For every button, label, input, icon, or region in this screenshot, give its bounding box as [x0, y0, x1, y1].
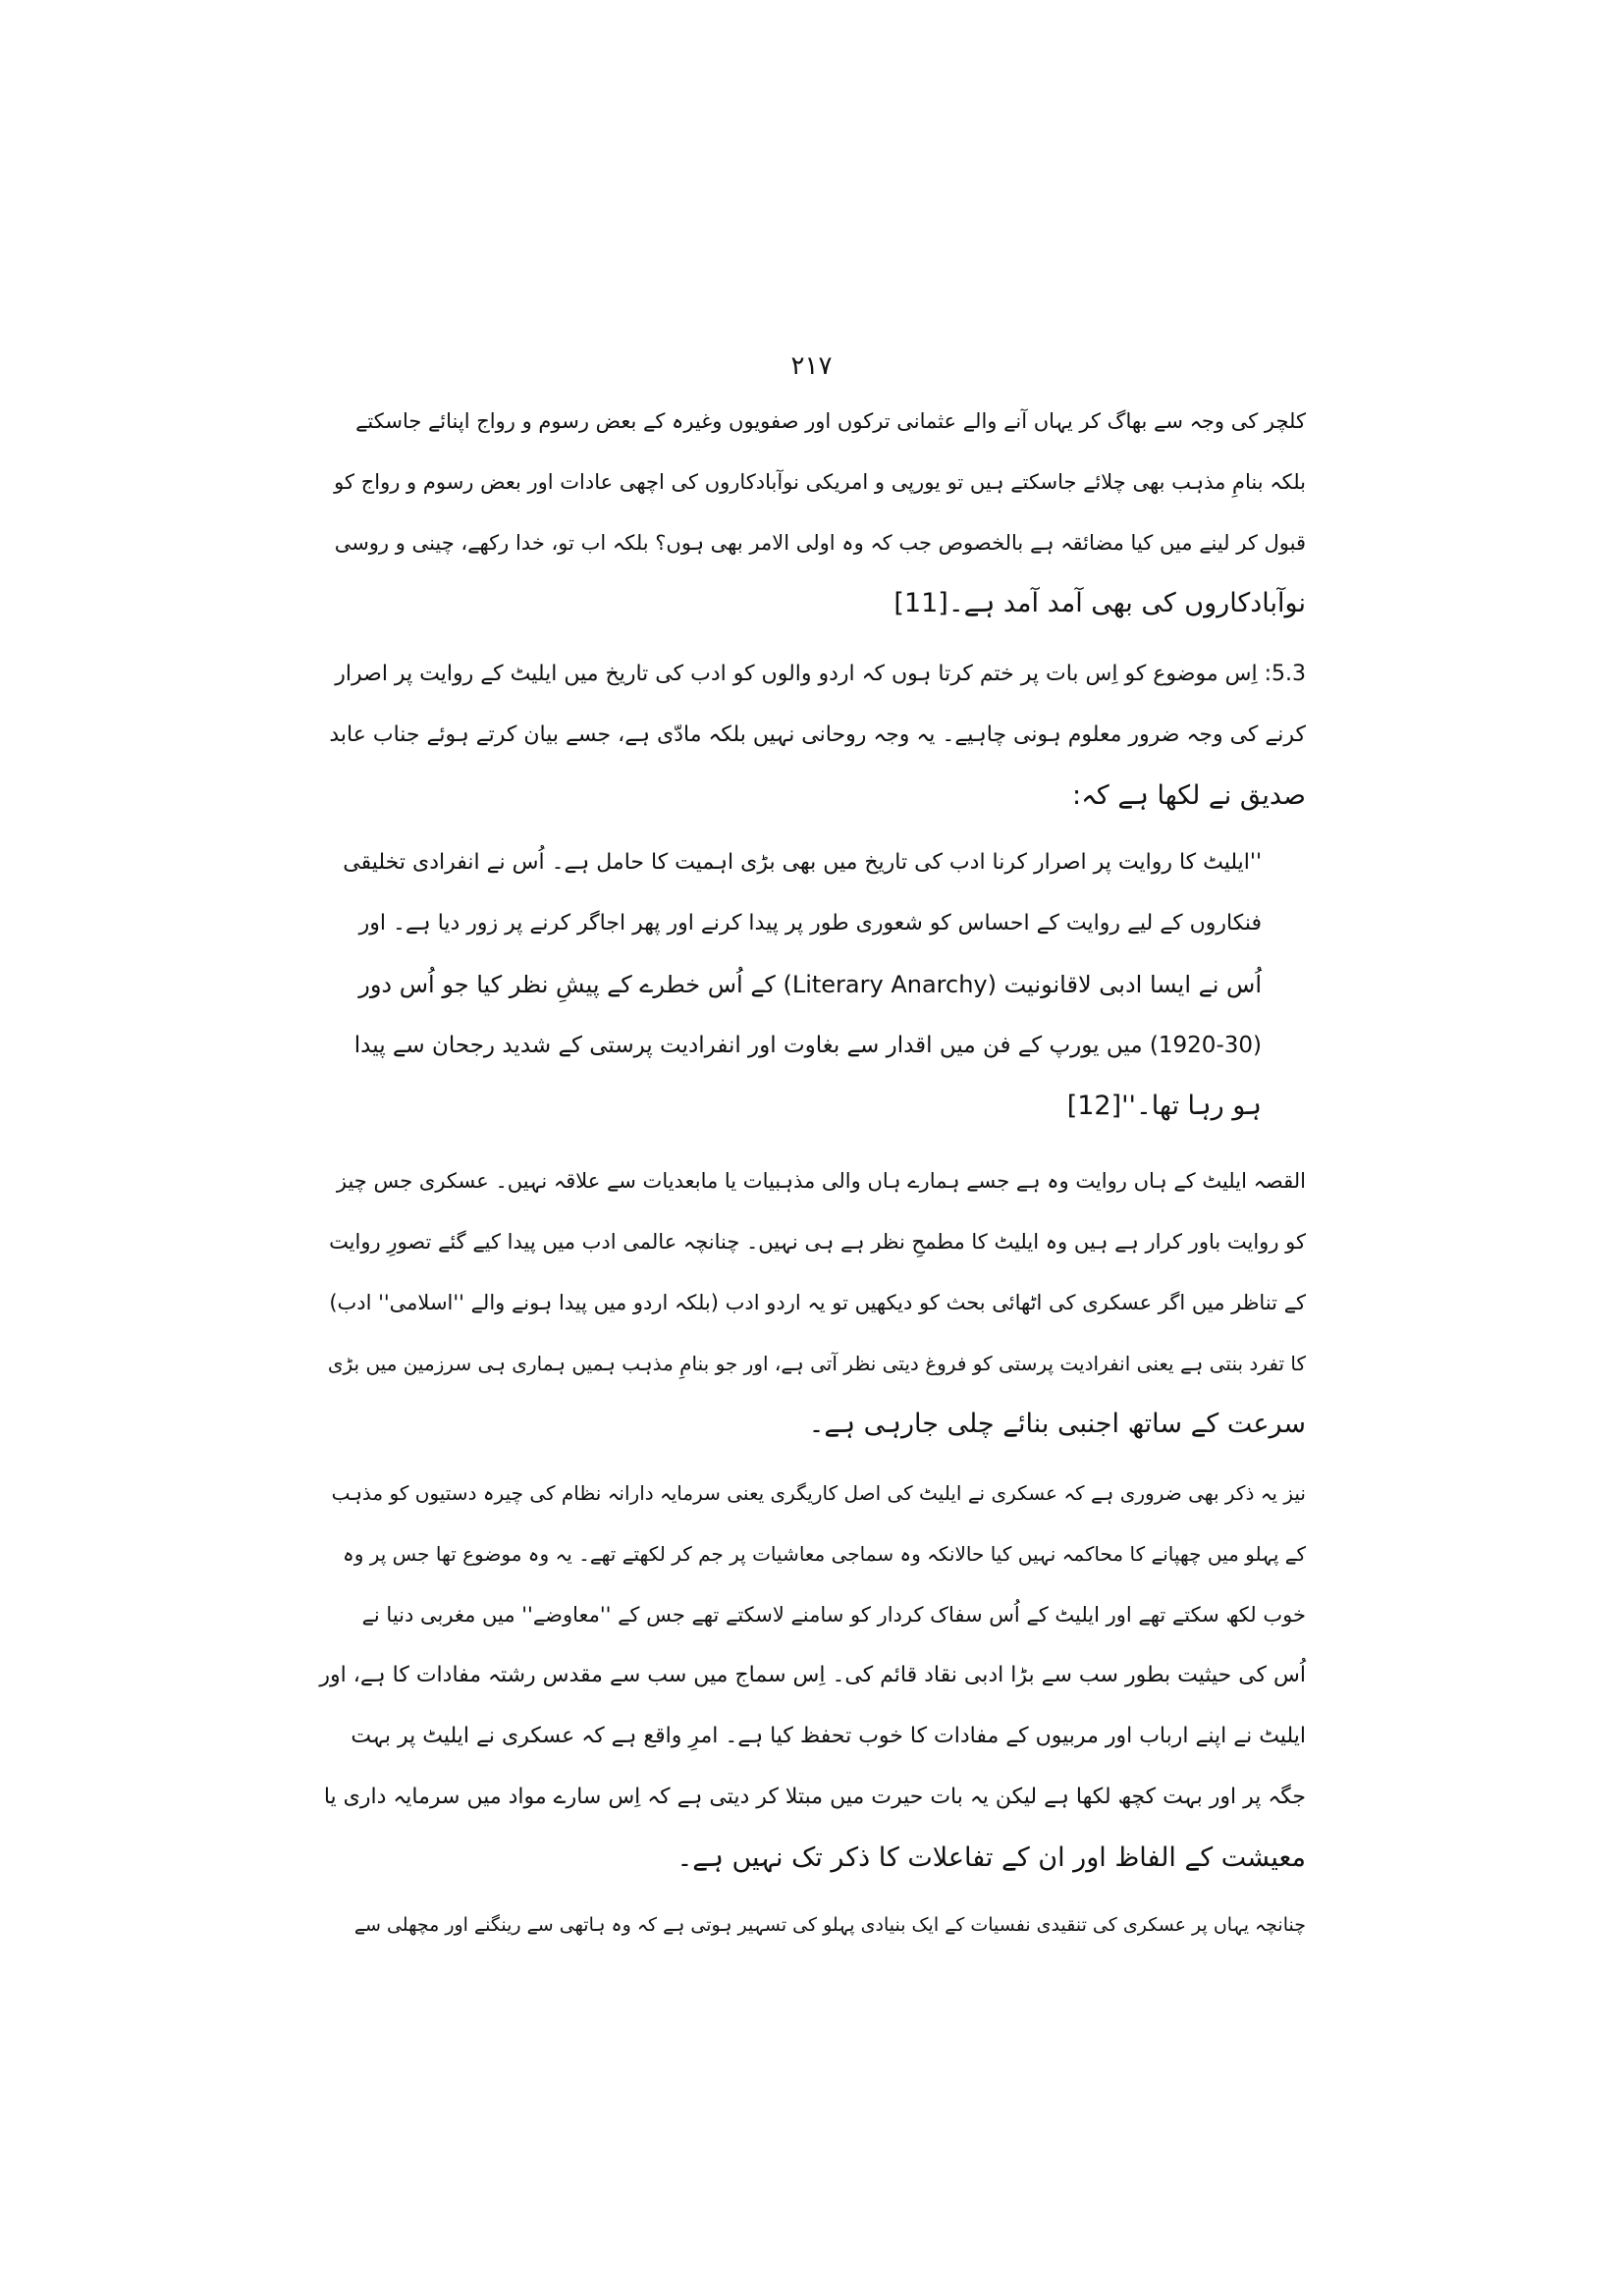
quote-line-2: فنکاروں کے لیے روایت کے احساس کو شعوری طور پر پیدا کرنے اور پھر اجاگر کرنے پر زور دیا ہے۔ اور	[358, 911, 1262, 935]
paragraph-4-line-7: معیشت کے الفاظ اور ان کے تفاعلات کا ذکر تک نہیں ہے۔	[676, 1842, 1306, 1873]
paragraph-3-line-1: القصہ ایلیٹ کے ہاں روایت وہ ہے جسے ہمارے ہاں والی مذہبیات یا مابعدیات سے علاقہ نہیں۔ عسکری جس چیز	[336, 1169, 1306, 1193]
paragraph-4	[319, 1463, 1306, 1889]
paragraph-4-line-4: اُس کی حیثیت بطور سب سے بڑا ادبی نقاد قائم کی۔ اِس سماج میں سب سے مقدس رشتہ مفادات کا ہے، اور	[319, 1663, 1306, 1687]
paragraph-5	[319, 1895, 1306, 1955]
paragraph-1	[319, 391, 1306, 634]
block-quote	[339, 832, 1262, 1137]
paragraph-1-line-2: بلکہ بنامِ مذہب بھی چلائے جاسکتے ہیں تو یورپی و امریکی نوآبادکاروں کی اچھی عادات اور بعض رسوم و رواج کو	[334, 470, 1306, 494]
paragraph-4-line-6: جگہ پر اور بہت کچھ لکھا ہے لیکن یہ بات حیرت میں مبتلا کر دیتی ہے کہ اِس سارے مواد میں سرمایہ داری یا	[323, 1785, 1306, 1809]
quote-line-4: (1920-30) میں یورپ کے فن میں اقدار سے بغاوت اور انفرادیت پرستی کے شدید رجحان سے پیدا	[353, 1033, 1262, 1058]
paragraph-3	[319, 1150, 1306, 1455]
paragraph-4-line-2: کے پہلو میں چھپانے کا محاکمہ نہیں کیا حالانکہ وہ سماجی معاشیات پر جم کر لکھتے تھے۔ یہ وہ موضوع تھا جس پر وہ	[342, 1542, 1306, 1566]
paragraph-1-line-3: قبول کر لینے میں کیا مضائقہ ہے بالخصوص جب کہ وہ اولی الامر بھی ہوں؟ بلکہ اب تو، خدا رکھے، چینی و روسی	[334, 531, 1306, 555]
paragraph-2-line-2: کرنے کی وجہ ضرور معلوم ہونی چاہیے۔ یہ وجہ روحانی نہیں بلکہ مادّی ہے، جسے بیان کرتے ہوئے جناب عابد	[329, 722, 1306, 747]
paragraph-4-line-1: نیز یہ ذکر بھی ضروری ہے کہ عسکری نے ایلیٹ کی اصل کاریگری یعنی سرمایہ دارانہ نظام کی چیرہ دستیوں کو مذہب	[331, 1481, 1306, 1505]
paragraph-2	[319, 644, 1306, 827]
paragraph-5-line-1: چنانچہ یہاں پر عسکری کی تنقیدی نفسیات کے ایک بنیادی پہلو کی تسہیر ہوتی ہے کہ وہ ہاتھی سے رینگنے اور مچھلی سے	[353, 1914, 1306, 1936]
paragraph-3-line-5: سرعت کے ساتھ اجنبی بنائے چلی جارہی ہے۔	[808, 1409, 1306, 1439]
page-number: ۲۱۷	[790, 351, 833, 381]
quote-line-1: ''ایلیٹ کا روایت پر اصرار کرنا ادب کی تاریخ میں بھی بڑی اہمیت کا حامل ہے۔ اُس نے انفرادی تخلیقی	[343, 850, 1262, 875]
quote-line-5: ہو رہا تھا۔''[12]	[1066, 1091, 1262, 1121]
paragraph-2-line-1: 5.3: اِس موضوع کو اِس بات پر ختم کرتا ہوں کہ اردو والوں کو ادب کی تاریخ میں ایلیٹ کے روایت پر اصرار	[335, 662, 1306, 686]
quote-line-3: اُس نے ایسا ادبی لاقانونیت (Literary Anarchy) کے اُس خطرے کے پیشِ نظر کیا جو اُس دور	[358, 971, 1262, 998]
paragraph-3-line-3: کے تناظر میں اگر عسکری کی اٹھائی بحث کو دیکھیں تو یہ اردو ادب (بلکہ اردو میں پیدا ہونے والے ''اسلامی'' ادب)	[329, 1291, 1306, 1314]
paragraph-3-line-4: کا تفرد بنتی ہے یعنی انفرادیت پرستی کو فروغ دیتی نظر آتی ہے، اور جو بنامِ مذہب ہمیں ہماری ہی سرزمین میں بڑی	[327, 1352, 1306, 1375]
paragraph-4-line-5: ایلیٹ نے اپنے ارباب اور مربیوں کے مفادات کا خوب تحفظ کیا ہے۔ امرِ واقع ہے کہ عسکری نے ایلیٹ پر بہت	[351, 1724, 1306, 1748]
paragraph-4-line-3: خوب لکھ سکتے تھے اور ایلیٹ کے اُس سفاک کردار کو سامنے لاسکتے تھے جس کے ''معاوضے'' میں مغربی دنیا نے	[361, 1603, 1306, 1627]
paragraph-1-line-1: کلچر کی وجہ سے بھاگ کر یہاں آنے والے عثمانی ترکوں اور صفویوں وغیرہ کے بعض رسوم و رواج اپنائے جاسکتے	[355, 409, 1306, 433]
paragraph-2-line-3: صدیق نے لکھا ہے کہ:	[1071, 780, 1306, 811]
paragraph-1-line-4: نوآبادکاروں کی بھی آمد آمد ہے۔[11]	[893, 588, 1306, 618]
paragraph-3-line-2: کو روایت باور کرار ہے ہیں وہ ایلیٹ کا مطمحِ نظر ہے ہی نہیں۔ چنانچہ عالمی ادب میں پیدا کیے گئے تصورِ روایت	[329, 1230, 1306, 1254]
